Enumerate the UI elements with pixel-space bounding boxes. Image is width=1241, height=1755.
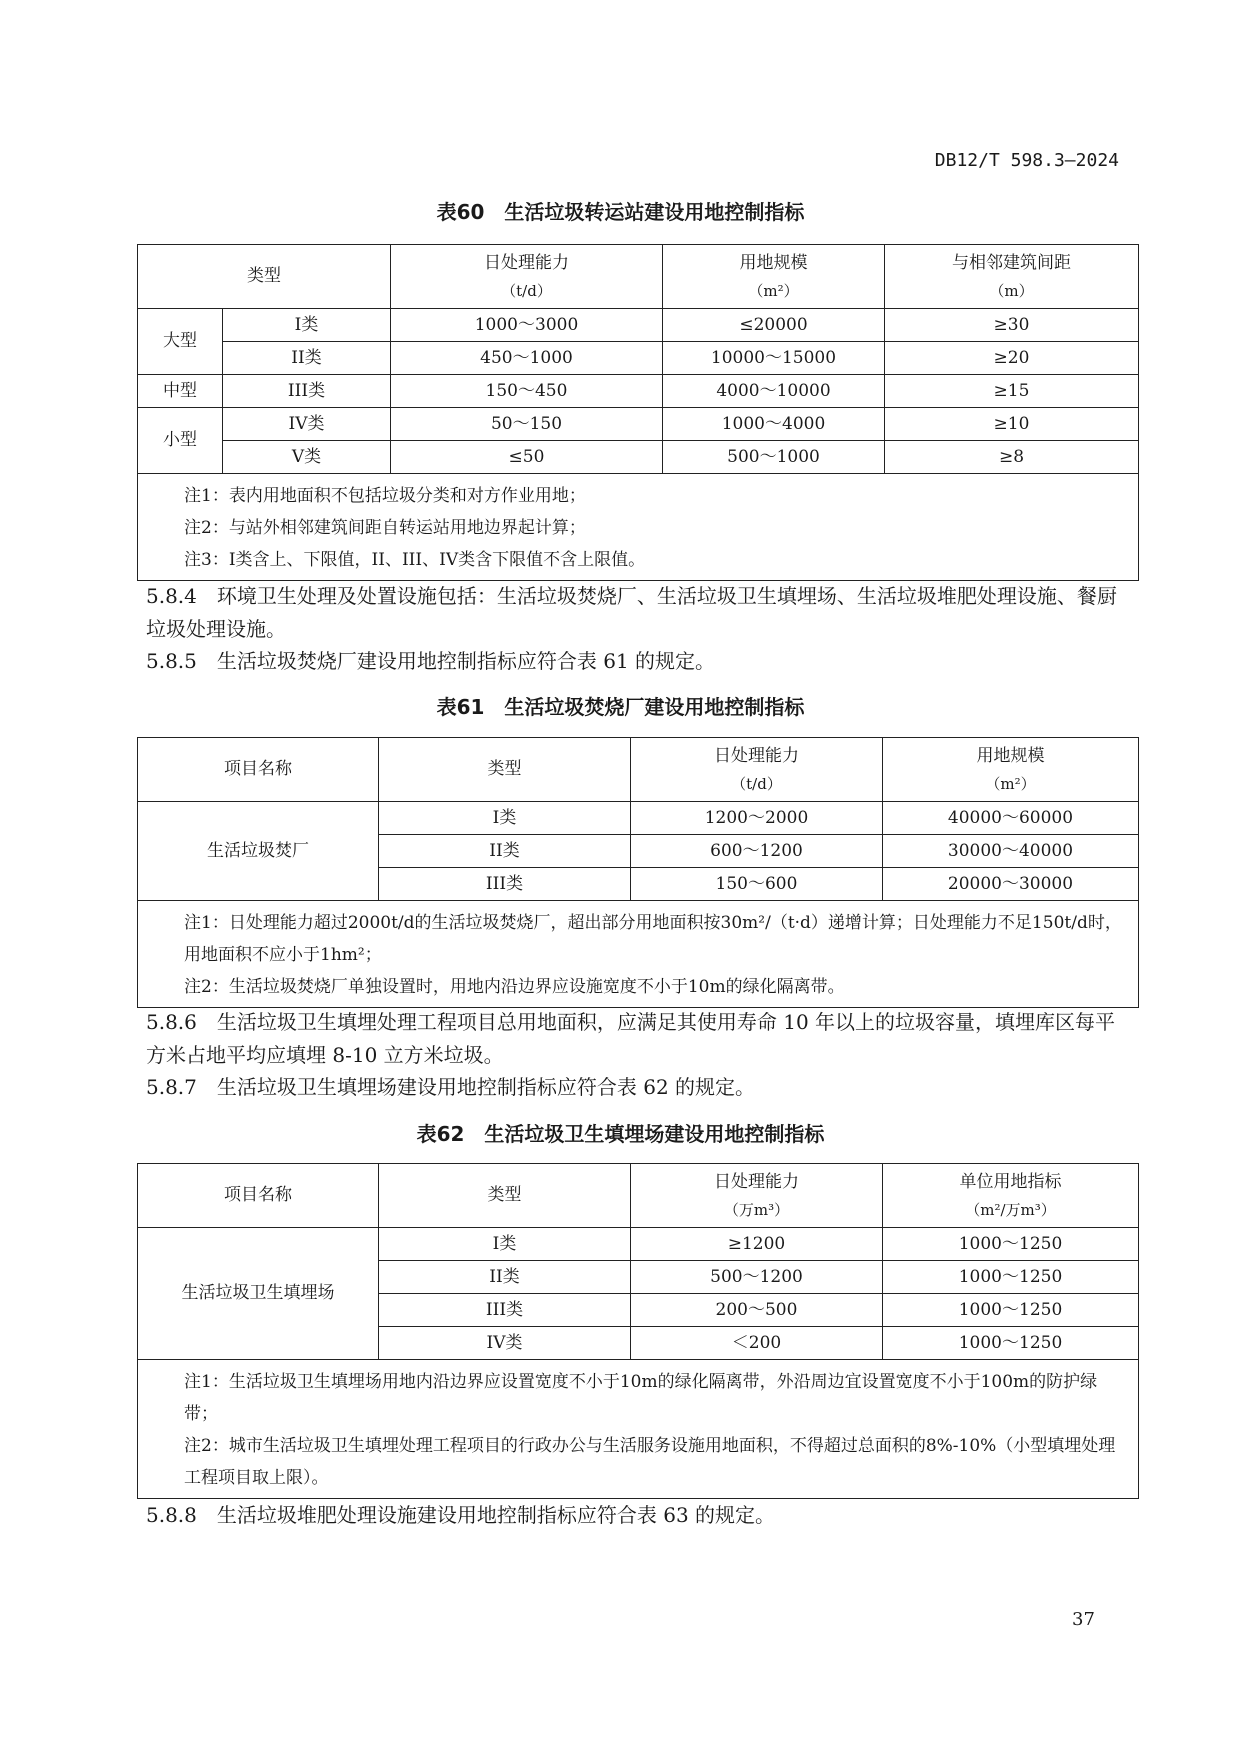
cell-area: ≤20000: [663, 309, 885, 342]
cell-capacity: ≥1200: [631, 1228, 883, 1261]
table61: [137, 737, 1139, 1008]
table-row: [138, 441, 1139, 474]
cell-class: I类: [379, 802, 631, 835]
project-name: 生活垃圾焚厂: [138, 802, 379, 901]
cell-capacity: 1200～2000: [631, 802, 883, 835]
page-number: 37: [1072, 1609, 1095, 1630]
cell-capacity: 50～150: [391, 408, 663, 441]
paragraph-5-8-6: 5.8.6 生活垃圾卫生填埋处理工程项目总用地面积，应满足其使用寿命 10 年以上的垃圾容量，填埋库区每平方米占地平均应填埋 8-10 立方米垃圾。: [146, 1010, 1116, 1067]
table-row: [138, 309, 1139, 342]
cell-capacity: 200～500: [631, 1294, 883, 1327]
header-area: 用地规模 （m²）: [883, 738, 1139, 802]
table-row: [138, 342, 1139, 375]
cell-capacity: 150～600: [631, 868, 883, 901]
cell-area: 10000～15000: [663, 342, 885, 375]
note-2: 注2：生活垃圾焚烧厂单独设置时，用地内沿边界应设施宽度不小于10m的绿化隔离带。: [184, 977, 845, 997]
table62: [137, 1163, 1139, 1499]
cell-area: 30000～40000: [883, 835, 1139, 868]
table60: [137, 244, 1139, 581]
notes-row: [138, 1360, 1139, 1499]
header-capacity: 日处理能力 （万m³）: [631, 1164, 883, 1228]
table-row: [138, 408, 1139, 441]
cell-area: 20000～30000: [883, 868, 1139, 901]
group-small: 小型: [138, 408, 223, 474]
cell-capacity: ≤50: [391, 441, 663, 474]
cell-class: III类: [223, 375, 391, 408]
paragraph-5-8-8: 5.8.8 生活垃圾堆肥处理设施建设用地控制指标应符合表 63 的规定。: [146, 1503, 776, 1527]
table-row: [138, 375, 1139, 408]
cell-capacity: 600～1200: [631, 835, 883, 868]
header-name: 项目名称: [138, 1164, 379, 1228]
cell-class: V类: [223, 441, 391, 474]
cell-class: III类: [379, 1294, 631, 1327]
note-2: 注2：与站外相邻建筑间距自转运站用地边界起计算；: [184, 518, 586, 538]
cell-capacity: 1000～3000: [391, 309, 663, 342]
cell-area: 1000～4000: [663, 408, 885, 441]
cell-capacity: 150～450: [391, 375, 663, 408]
table62-caption: 表62 生活垃圾卫生填埋场建设用地控制指标: [416, 1122, 825, 1146]
notes-row: [138, 474, 1139, 581]
cell-area: 500～1000: [663, 441, 885, 474]
note-1: 注1：表内用地面积不包括垃圾分类和对方作业用地；: [184, 486, 586, 506]
cell-capacity: 450～1000: [391, 342, 663, 375]
cell-index: 1000～1250: [883, 1261, 1139, 1294]
cell-class: IV类: [379, 1327, 631, 1360]
cell-capacity: 500～1200: [631, 1261, 883, 1294]
header-type: 类型: [379, 1164, 631, 1228]
notes-row: [138, 901, 1139, 1008]
header-area: 用地规模 （m²）: [663, 245, 885, 309]
header-type: 类型: [138, 245, 391, 309]
paragraph-5-8-5: 5.8.5 生活垃圾焚烧厂建设用地控制指标应符合表 61 的规定。: [146, 649, 716, 673]
table-header-row: [138, 245, 1139, 309]
note-1: 注1：生活垃圾卫生填埋场用地内沿边界应设置宽度不小于10m的绿化隔离带，外沿周边宜设置宽度不小于100m的防护绿带；: [184, 1372, 1098, 1424]
table-header-row: [138, 738, 1139, 802]
note-1: 注1：日处理能力超过2000t/d的生活垃圾焚烧厂，超出部分用地面积按30m²/（t·d）递增计算；日处理能力不足150t/d时，用地面积不应小于1hm²；: [184, 913, 1122, 965]
cell-class: II类: [379, 1261, 631, 1294]
cell-index: 1000～1250: [883, 1294, 1139, 1327]
cell-distance: ≥20: [885, 342, 1139, 375]
cell-class: I类: [379, 1228, 631, 1261]
table62-notes: [138, 1360, 1139, 1499]
cell-class: I类: [223, 309, 391, 342]
cell-capacity: ＜200: [631, 1327, 883, 1360]
header-capacity: 日处理能力 （t/d）: [391, 245, 663, 309]
cell-index: 1000～1250: [883, 1228, 1139, 1261]
cell-distance: ≥8: [885, 441, 1139, 474]
cell-index: 1000～1250: [883, 1327, 1139, 1360]
table-row: [138, 1228, 1139, 1261]
table61-caption: 表61 生活垃圾焚烧厂建设用地控制指标: [436, 695, 805, 719]
table60-caption: 表60 生活垃圾转运站建设用地控制指标: [436, 200, 805, 224]
header-capacity: 日处理能力 （t/d）: [631, 738, 883, 802]
header-distance: 与相邻建筑间距 （m）: [885, 245, 1139, 309]
cell-area: 40000～60000: [883, 802, 1139, 835]
group-medium: 中型: [138, 375, 223, 408]
cell-class: II类: [379, 835, 631, 868]
cell-class: III类: [379, 868, 631, 901]
project-name: 生活垃圾卫生填埋场: [138, 1228, 379, 1360]
table-header-row: [138, 1164, 1139, 1228]
table-row: [138, 802, 1139, 835]
cell-distance: ≥30: [885, 309, 1139, 342]
header-type: 类型: [379, 738, 631, 802]
note-2: 注2：城市生活垃圾卫生填埋处理工程项目的行政办公与生活服务设施用地面积，不得超过总面积的8%-10%（小型填埋处理工程项目取上限）。: [184, 1436, 1116, 1488]
header-name: 项目名称: [138, 738, 379, 802]
paragraph-5-8-4: 5.8.4 环境卫生处理及处置设施包括：生活垃圾焚烧厂、生活垃圾卫生填埋场、生活垃圾堆肥处理设施、餐厨垃圾处理设施。: [146, 584, 1117, 641]
note-3: 注3：I类含上、下限值，II、III、IV类含下限值不含上限值。: [184, 550, 646, 570]
table61-notes: [138, 901, 1139, 1008]
paragraph-5-8-7: 5.8.7 生活垃圾卫生填埋场建设用地控制指标应符合表 62 的规定。: [146, 1075, 756, 1099]
cell-area: 4000～10000: [663, 375, 885, 408]
cell-distance: ≥15: [885, 375, 1139, 408]
cell-distance: ≥10: [885, 408, 1139, 441]
header-index: 单位用地指标 （m²/万m³）: [883, 1164, 1139, 1228]
document-code: DB12/T 598.3—2024: [934, 150, 1119, 171]
table60-notes: [138, 474, 1139, 581]
group-large: 大型: [138, 309, 223, 375]
cell-class: IV类: [223, 408, 391, 441]
cell-class: II类: [223, 342, 391, 375]
